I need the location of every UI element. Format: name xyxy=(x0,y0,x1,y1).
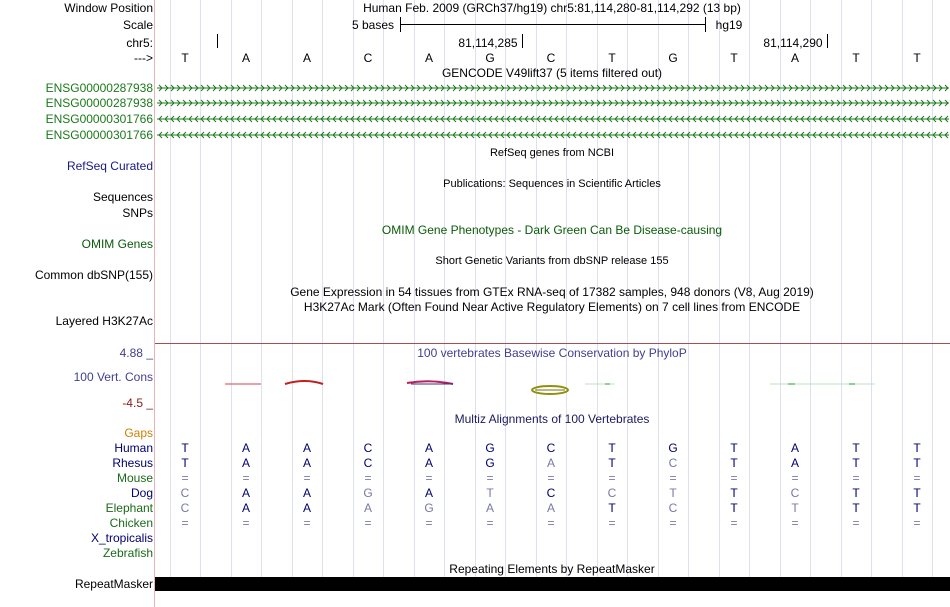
base: T xyxy=(181,51,189,65)
alignment-base: T xyxy=(730,441,738,455)
alignment-base: C xyxy=(668,456,678,470)
label-strand: ---> xyxy=(134,51,153,65)
label-dbsnp[interactable]: Common dbSNP(155) xyxy=(34,268,153,282)
alignment-base: T xyxy=(730,501,738,515)
alignment-base: = xyxy=(852,471,860,485)
alignment-base: = xyxy=(242,471,250,485)
label-snps[interactable]: SNPs xyxy=(122,206,153,220)
label-species-chicken[interactable]: Chicken xyxy=(109,516,153,530)
scale-bar-line xyxy=(400,24,706,25)
alignment-base: = xyxy=(364,471,372,485)
base: T xyxy=(608,51,616,65)
alignment-base: C xyxy=(363,441,373,455)
label-separator xyxy=(154,0,155,607)
track-title-refseq: RefSeq genes from NCBI xyxy=(489,147,615,159)
alignment-base: A xyxy=(790,441,799,455)
label-species-rhesus[interactable]: Rhesus xyxy=(112,456,153,470)
alignment-base: = xyxy=(425,516,433,530)
label-species-dog[interactable]: Dog xyxy=(130,486,153,500)
alignment-base: T xyxy=(791,501,799,515)
alignment-base: = xyxy=(425,471,433,485)
alignment-base: T xyxy=(608,441,616,455)
label-species-mouse[interactable]: Mouse xyxy=(116,471,153,485)
label-h3k27ac[interactable]: Layered H3K27Ac xyxy=(55,314,153,328)
label-sequences[interactable]: Sequences xyxy=(92,190,153,204)
alignment-base: C xyxy=(790,486,800,500)
label-cons[interactable]: 100 Vert. Cons xyxy=(73,370,153,384)
label-gene-4[interactable]: ENSG00000301766 xyxy=(45,128,153,142)
track-title-dbsnp: Short Genetic Variants from dbSNP release 155 xyxy=(435,255,669,267)
alignment-base: T xyxy=(730,486,738,500)
scale-bar-label: 5 bases xyxy=(351,18,395,32)
alignment-base: T xyxy=(913,441,921,455)
position-header: Human Feb. 2009 (GRCh37/hg19) chr5:81,114,280-81,114,292 (13 bp) xyxy=(363,1,741,15)
alignment-base: A xyxy=(302,486,311,500)
alignment-base: A xyxy=(424,456,433,470)
alignment-base: T xyxy=(852,456,860,470)
coord-label-1: 81,114,285 xyxy=(458,36,518,50)
cons-divider xyxy=(155,343,950,344)
base: A xyxy=(424,51,433,65)
alignment-base: C xyxy=(180,486,190,500)
alignment-base: = xyxy=(303,471,311,485)
alignment-base: T xyxy=(852,486,860,500)
label-scale: Scale xyxy=(122,18,153,32)
track-title-omim: OMIM Gene Phenotypes - Dark Green Can Be Disease-causing xyxy=(381,223,723,237)
alignment-base: = xyxy=(852,516,860,530)
alignment-base: G xyxy=(668,441,678,455)
ruler-tick xyxy=(522,34,523,48)
alignment-base: C xyxy=(180,501,190,515)
alignment-base: G xyxy=(424,501,434,515)
alignment-base: T xyxy=(852,501,860,515)
track-title-repeatmasker: Repeating Elements by RepeatMasker xyxy=(449,562,655,576)
alignment-base: A xyxy=(485,501,494,515)
base: C xyxy=(363,51,373,65)
alignment-base: = xyxy=(364,516,372,530)
alignment-base: T xyxy=(486,486,494,500)
alignment-base: A xyxy=(424,486,433,500)
alignment-base: = xyxy=(669,516,677,530)
alignment-base: = xyxy=(181,471,189,485)
alignment-base: A xyxy=(302,441,311,455)
alignment-base: C xyxy=(668,501,678,515)
alignment-base: T xyxy=(608,456,616,470)
alignment-base: C xyxy=(607,486,617,500)
alignment-base: A xyxy=(241,441,250,455)
gene-track-4[interactable] xyxy=(157,129,949,141)
alignment-base: = xyxy=(486,516,494,530)
alignment-base: C xyxy=(546,486,556,500)
alignment-base: A xyxy=(424,441,433,455)
label-refseq[interactable]: RefSeq Curated xyxy=(66,159,153,173)
label-gene-3[interactable]: ENSG00000301766 xyxy=(45,112,153,126)
assembly-label: hg19 xyxy=(715,18,743,32)
alignment-base: G xyxy=(363,486,373,500)
label-window-position: Window Position xyxy=(64,1,153,15)
conservation-graph xyxy=(155,370,950,400)
repeatmasker-bar[interactable] xyxy=(155,577,950,591)
ruler-tick xyxy=(217,34,218,48)
alignment-base: = xyxy=(669,471,677,485)
label-gene-1[interactable]: ENSG00000287938 xyxy=(45,81,153,95)
alignment-base: = xyxy=(608,471,616,485)
base: C xyxy=(546,51,556,65)
alignment-base: = xyxy=(181,516,189,530)
base: T xyxy=(852,51,860,65)
label-cons-min: -4.5 _ xyxy=(122,396,153,410)
track-title-multiz: Multiz Alignments of 100 Vertebrates xyxy=(454,412,650,426)
alignment-base: T xyxy=(852,441,860,455)
alignment-base: T xyxy=(913,486,921,500)
alignment-base: A xyxy=(302,456,311,470)
alignment-base: = xyxy=(242,516,250,530)
base: A xyxy=(241,51,250,65)
scale-bar-tick-right xyxy=(705,17,706,32)
alignment-base: A xyxy=(241,486,250,500)
alignment-base: G xyxy=(485,456,495,470)
gene-track-1[interactable] xyxy=(157,82,949,94)
alignment-base: T xyxy=(181,456,189,470)
gene-track-3[interactable] xyxy=(157,113,949,125)
track-title-gtex: Gene Expression in 54 tissues from GTEx RNA-seq of 17382 samples, 948 donors (V8, Aug 2019) xyxy=(290,285,814,299)
alignment-base: = xyxy=(730,516,738,530)
scale-bar-tick-left xyxy=(400,17,401,32)
track-title-h3k27ac: H3K27Ac Mark (Often Found Near Active Regulatory Elements) on 7 cell lines from ENCODE xyxy=(303,300,801,314)
base: T xyxy=(913,51,921,65)
alignment-base: = xyxy=(486,471,494,485)
track-title-gencode: GENCODE V49lift37 (5 items filtered out) xyxy=(441,66,663,80)
alignment-base: T xyxy=(608,501,616,515)
alignment-base: = xyxy=(913,471,921,485)
alignment-base: T xyxy=(913,501,921,515)
label-species-xtropicalis[interactable]: X_tropicalis xyxy=(90,531,153,545)
alignment-base: = xyxy=(608,516,616,530)
label-cons-max: 4.88 _ xyxy=(119,346,153,360)
alignment-base: = xyxy=(730,471,738,485)
alignment-base: = xyxy=(791,516,799,530)
label-omim[interactable]: OMIM Genes xyxy=(81,237,153,251)
gene-track-2[interactable] xyxy=(157,97,949,109)
track-title-publications: Publications: Sequences in Scientific Articles xyxy=(443,178,661,190)
alignment-base: A xyxy=(546,501,555,515)
base: G xyxy=(485,51,495,65)
alignment-base: = xyxy=(913,516,921,530)
alignment-base: = xyxy=(547,516,555,530)
alignment-base: A xyxy=(302,501,311,515)
alignment-base: = xyxy=(547,471,555,485)
label-repeatmasker[interactable]: RepeatMasker xyxy=(74,577,153,591)
base: A xyxy=(790,51,799,65)
alignment-base: A xyxy=(546,456,555,470)
alignment-base: T xyxy=(181,441,189,455)
label-species-human[interactable]: Human xyxy=(114,441,153,455)
alignment-base: T xyxy=(669,486,677,500)
alignment-base: A xyxy=(363,501,372,515)
alignment-base: = xyxy=(791,471,799,485)
alignment-base: C xyxy=(546,441,556,455)
alignment-base: T xyxy=(730,456,738,470)
alignment-base: A xyxy=(241,501,250,515)
track-title-conservation: 100 vertebrates Basewise Conservation by PhyloP xyxy=(417,346,687,360)
base: T xyxy=(730,51,738,65)
alignment-base: C xyxy=(363,456,373,470)
ruler-tick xyxy=(827,34,828,48)
label-chrom: chr5: xyxy=(126,36,153,50)
label-gene-2[interactable]: ENSG00000287938 xyxy=(45,96,153,110)
alignment-base: A xyxy=(241,456,250,470)
base: A xyxy=(302,51,311,65)
base: G xyxy=(668,51,678,65)
alignment-base: T xyxy=(913,456,921,470)
coord-label-2: 81,114,290 xyxy=(763,36,823,50)
label-species-zebrafish[interactable]: Zebrafish xyxy=(102,546,153,560)
alignment-base: = xyxy=(303,516,311,530)
label-gaps[interactable]: Gaps xyxy=(124,426,153,440)
alignment-base: G xyxy=(485,441,495,455)
alignment-base: A xyxy=(790,456,799,470)
label-species-elephant[interactable]: Elephant xyxy=(105,501,153,515)
